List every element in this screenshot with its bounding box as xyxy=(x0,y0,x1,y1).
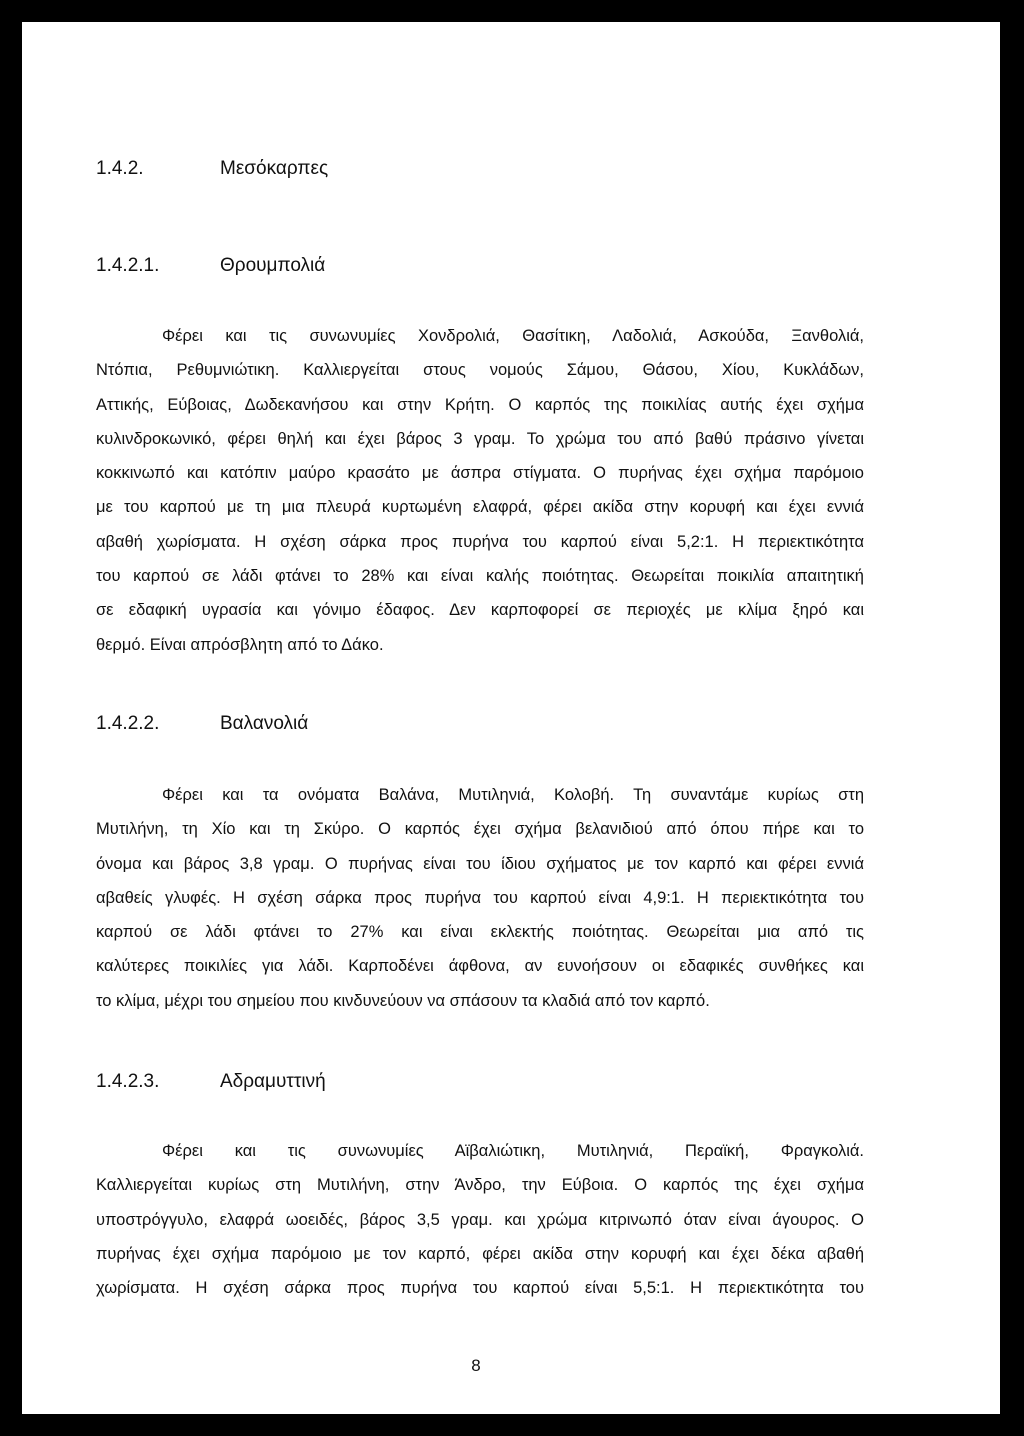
paragraph-line: υποστρόγγυλο, ελαφρά ωοειδές, βάρος 3,5 γραμ. και χρώμα κιτρινωπό όταν είναι άγουρος. Ο xyxy=(96,1210,864,1229)
section-heading-1-4-2-3 xyxy=(96,1070,326,1094)
section-title: Μεσόκαρπες xyxy=(220,158,329,179)
section-title: Βαλανολιά xyxy=(220,713,309,734)
paragraph-line: αβαθή χωρίσματα. Η σχέση σάρκα προς πυρήνα του καρπού είναι 5,2:1. Η περιεκτικότητα xyxy=(96,532,864,551)
paragraph-line: Ντόπια, Ρεθυμνιώτικη. Καλλιεργείται στους νομούς Σάμου, Θάσου, Χίου, Κυκλάδων, xyxy=(96,361,864,380)
paragraph-line: αβαθείς γλυφές. Η σχέση σάρκα προς πυρήνα του καρπού είναι 4,9:1. Η περιεκτικότητα του xyxy=(96,888,864,907)
paragraph-line: όνομα και βάρος 3,8 γραμ. Ο πυρήνας είναι του ίδιου σχήματος με τον καρπό και φέρει εννιά xyxy=(96,854,864,873)
paragraph-line: Φέρει και τα ονόματα Βαλάνα, Μυτιληνιά, Κολοβή. Τη συναντάμε κυρίως στη xyxy=(162,786,864,804)
paragraph-line: καρπού σε λάδι φτάνει το 27% και είναι εκλεκτής ποιότητας. Θεωρείται μια από τις xyxy=(96,923,864,942)
page-number-text: 8 xyxy=(471,1356,481,1375)
section-number: 1.4.2.2. xyxy=(96,713,160,734)
paragraph-throumpolia xyxy=(96,319,864,662)
paragraph-line: Φέρει και τις συνωνυμίες Χονδρολιά, Θασίτικη, Λαδολιά, Ασκούδα, Ξανθολιά, xyxy=(162,327,864,345)
section-number: 1.4.2.3. xyxy=(96,1071,160,1092)
paragraph-line: σε εδαφική υγρασία και γόνιμο έδαφος. Δεν καρποφορεί σε περιοχές με κλίμα ξηρό και xyxy=(96,601,864,620)
paragraph-valanolia xyxy=(96,778,864,1018)
section-heading-1-4-2 xyxy=(96,157,329,181)
section-number: 1.4.2. xyxy=(96,158,144,179)
paragraph-line: Φέρει και τις συνωνυμίες Αϊβαλιώτικη, Μυτιληνιά, Περαϊκή, Φραγκολιά. xyxy=(162,1142,864,1160)
paragraph-line: του καρπού σε λάδι φτάνει το 28% και είναι καλής ποιότητας. Θεωρείται ποικιλία απαιτητική xyxy=(96,567,864,586)
section-heading-1-4-2-2 xyxy=(96,712,309,736)
paragraph-line: καλύτερες ποικιλίες για λάδι. Καρποδένει άφθονα, αν ευνοήσουν οι εδαφικές συνθήκες και xyxy=(96,957,864,976)
paragraph-line: χωρίσματα. Η σχέση σάρκα προς πυρήνα του καρπού είναι 5,5:1. Η περιεκτικότητα του xyxy=(96,1279,864,1298)
paragraph-line: θερμό. Είναι απρόσβλητη από το Δάκο. xyxy=(96,635,384,654)
paragraph-line: Καλλιεργείται κυρίως στη Μυτιλήνη, στην Άνδρο, την Εύβοια. Ο καρπός της έχει σχήμα xyxy=(96,1176,864,1195)
paragraph-line: με του καρπού με τη μια πλευρά κυρτωμένη ελαφρά, φέρει ακίδα στην κορυφή και έχει εννιά xyxy=(96,498,864,517)
paragraph-adramyttini xyxy=(96,1134,864,1305)
section-number: 1.4.2.1. xyxy=(96,255,160,276)
document-page xyxy=(22,22,1000,1414)
page-number xyxy=(22,1356,1000,1376)
paragraph-line: πυρήνας έχει σχήμα παρόμοιο με τον καρπό, φέρει ακίδα στην κορυφή και έχει δέκα αβαθή xyxy=(96,1244,864,1263)
paragraph-line: το κλίμα, μέχρι του σημείου που κινδυνεύουν να σπάσουν τα κλαδιά από τον καρπό. xyxy=(96,991,710,1010)
paragraph-line: κυλινδροκωνικό, φέρει θηλή και έχει βάρος 3 γραμ. Το χρώμα του από βαθύ πράσινο γίνεται xyxy=(96,429,864,448)
section-title: Αδραμυττινή xyxy=(220,1071,326,1092)
paragraph-line: κοκκινωπό και κατόπιν μαύρο κρασάτο με άσπρα στίγματα. Ο πυρήνας έχει σχήμα παρόμοιο xyxy=(96,464,864,483)
section-title: Θρουμπολιά xyxy=(220,255,326,276)
paragraph-line: Μυτιλήνη, τη Χίο και τη Σκύρο. Ο καρπός έχει σχήμα βελανιδιού από όπου πήρε και το xyxy=(96,820,864,839)
paragraph-line: Αττικής, Εύβοιας, Δωδεκανήσου και στην Κρήτη. Ο καρπός της ποικιλίας αυτής έχει σχήμα xyxy=(96,395,864,414)
section-heading-1-4-2-1 xyxy=(96,254,326,278)
